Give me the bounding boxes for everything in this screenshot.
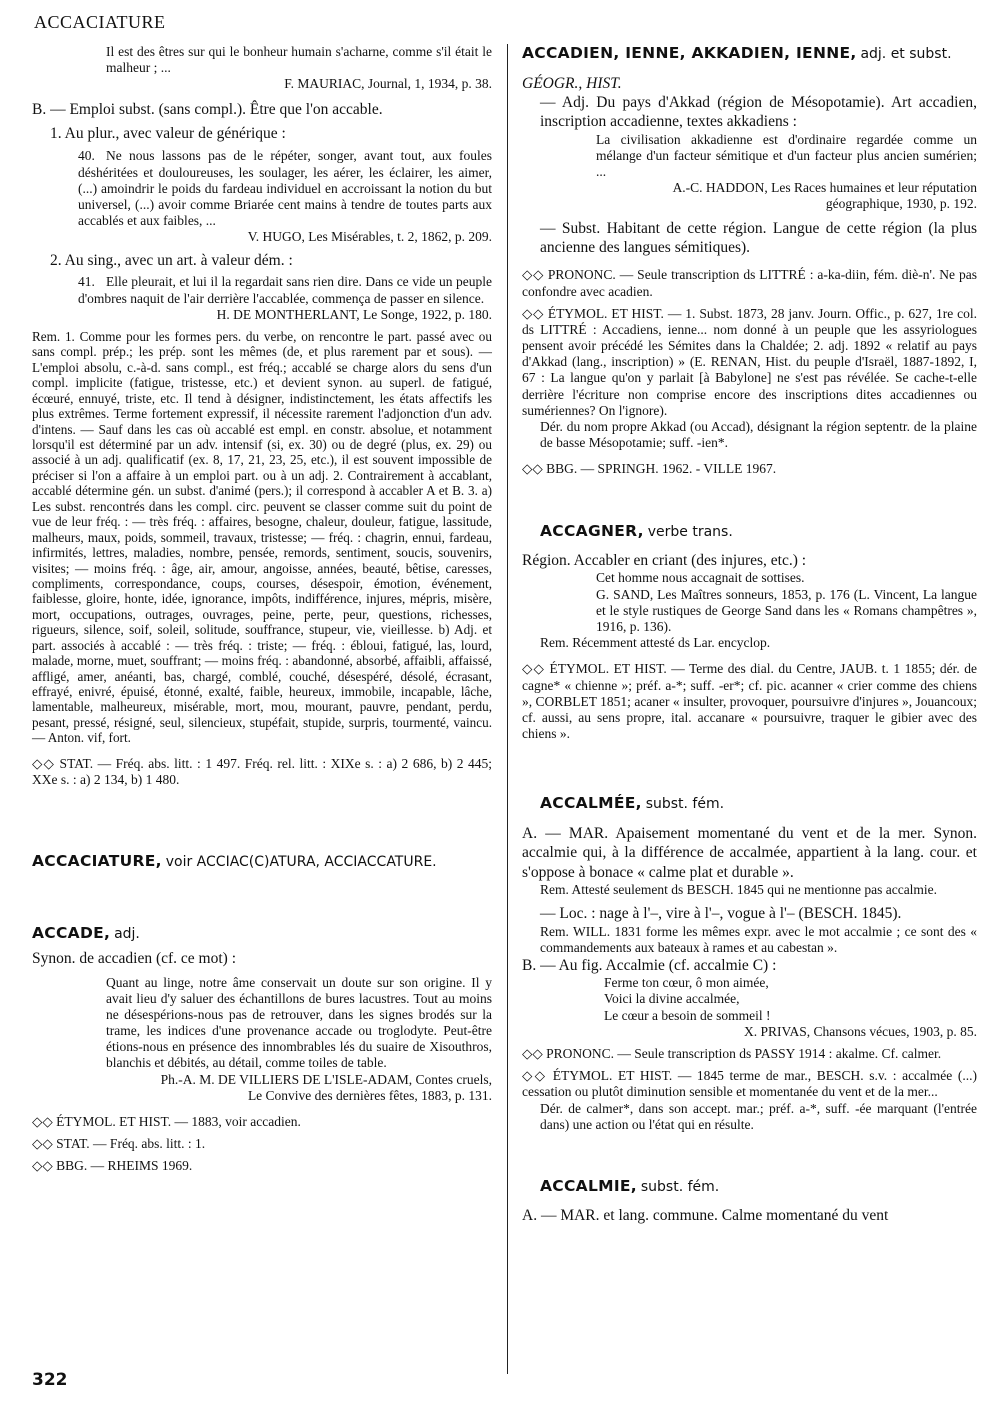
cross-reference[interactable]: voir ACCIAC(C)ATURA, ACCIACCATURE. [165, 854, 437, 871]
adj-definition: — Adj. Du pays d'Akkad (région de Mésopotamie). Art accadien, inscription accadienne, textes akkadiens : [540, 93, 977, 131]
quote-source-cont: Le Convive des dernières fêtes, 1883, p. 131. [247, 1087, 492, 1103]
quote-source: G. SAND, Les Maîtres sonneurs, 1853, p. 176 (L. Vincent, La langue et le style rustiques de George Sand dans les « Romans champêtres », 1916, p. 136). [596, 586, 977, 634]
example-text: Elle pleurait, et lui il la regardait sans rien dire. Dans ce vide un peuple d'ombres naquit de l'air derrière l'accablée, commença de passer en silence. [78, 274, 492, 306]
headword: ACCACIATURE, [32, 852, 162, 871]
example-number: 40. [78, 148, 95, 164]
quote-text: Il est des êtres sur qui le bonheur humain s'acharne, comme s'il était le malheur ; ... [106, 44, 492, 76]
quote-text: Quant au linge, notre âme conservait un doute sur son origine. Il y avait lieu d'y saluer des échantillons de bures lacustres. Tout au moins ne désespérions-nous pas de retrouver, dans les signes brodés sur la trame, les indices d'une provenance accade ou troglodyte. Peut-être étions-nous en présence des innombrables lés du suaire de Xisouthros, blanchis et débités, au détail, comme toiles de table. [106, 974, 492, 1071]
locution: — Loc. : nage à l'–, vire à l'–, vogue à l'– (BESCH. 1845). [540, 905, 902, 923]
part-of-speech: verbe trans. [647, 523, 733, 540]
entry-accaciature [32, 852, 492, 872]
definition: Synon. de accadien (cf. ce mot) : [32, 950, 236, 968]
entry-accagner [522, 522, 977, 743]
entry-accade [32, 924, 492, 1175]
accalmee-poem [604, 975, 977, 1040]
running-head: ACCACIATURE [34, 12, 166, 32]
remark-2: Rem. WILL. 1831 forme les mêmes expr. avec le mot accalmie ; ce sont des « commandements aux bateaux à rames et au cabestan ». [540, 923, 977, 955]
stat-line: ◇◇ STAT. — Fréq. abs. litt. : 1. [32, 1136, 206, 1152]
part-of-speech: adj. [114, 925, 140, 942]
etym-line: ◇◇ ÉTYMOL. ET HIST. — 1. Subst. 1873, 28 janv. Journ. Offic., p. 627, 1re col. ds LITTRÉ : Accadiens, ienne... nom donné à un peuple que les assyriologues pensent avoir précédé les Sémites dans la Chaldée; 2. adj. 1892 « relatif au pays d'Akkad (lang., inscription) » (E. RENAN, Hist. du peuple d'Israël, 1887-1892, I, 67 : La langue qu'on y parlait [à Babylone] ne s'est pas révélée. Se cache-t-elle derrière l'écriture non comprise encore des inscriptions dites accadiennes ou sumériennes? On l'ignore). [522, 305, 977, 418]
headword: ACCAGNER, [540, 521, 644, 540]
left-column [32, 44, 492, 1175]
definition: Région. Accabler en criant (des injures, etc.) : [522, 552, 807, 570]
page-number: 322 [32, 1370, 68, 1390]
part-of-speech: subst. fém. [640, 1178, 720, 1195]
etym-line: ◇◇ ÉTYMOL. ET HIST. — 1845 terme de mar., BESCH. s.v. : accalmée (...) cessation ou plutôt diminution sensible et momentanée du vent et de la mer... [522, 1068, 977, 1100]
section-b: B. — Emploi subst. (sans compl.). Être que l'on accable. [32, 100, 383, 118]
domain-label: GÉOGR., HIST. [522, 74, 622, 92]
subsection-2: 2. Au sing., avec un art. à valeur dém. : [50, 251, 293, 269]
quote-source-cont: géographique, 1930, p. 192. [825, 196, 977, 212]
entry-accalmee [522, 794, 977, 1133]
poem-line: Le cœur a besoin de sommeil ! [604, 1007, 771, 1023]
entry-accadien [522, 44, 977, 478]
bbg-line: ◇◇ BBG. — SPRINGH. 1962. - VILLE 1967. [522, 461, 777, 477]
quote-text: La civilisation akkadienne est d'ordinaire regardée comme un mélange d'un facteur sémitique et d'un facteur plus ancien sumérien; ... [596, 131, 977, 179]
prononc-line: ◇◇ PRONONC. — Seule transcription ds LITTRÉ : a-ka-diin, fém. diè-n'. Ne pas confondre avec acadien. [522, 267, 977, 299]
part-of-speech: adj. et subst. [860, 46, 952, 62]
headword: ACCADE, [32, 923, 111, 942]
part-of-speech: subst. fém. [645, 796, 725, 813]
headword: ACCADIEN, IENNE, AKKADIEN, IENNE, [522, 44, 857, 62]
derivation-line: Dér. du nom propre Akkad (ou Accad), désignant la région septentr. de la plaine de basse Mésopotamie; suff. -ien*. [540, 419, 977, 451]
entry-accalmie [522, 1177, 977, 1226]
sense-a: A. — MAR. et lang. commune. Calme momentané du vent [522, 1207, 889, 1225]
accadien-quote [596, 132, 977, 213]
headword: ACCALMÉE, [540, 794, 642, 813]
quote-text: Cet homme nous accagnait de sottises. [596, 570, 805, 586]
example-number: 41. [78, 274, 95, 290]
accade-quote [106, 975, 492, 1105]
remarque-block: Rem. 1. Comme pour les formes pers. du verbe, on rencontre le part. passé avec ou sans compl. prép.; les prép. sont les mêmes (de, et plus rarement par et sous). — L'emploi absolu, c.-à-d. sans compl., est fréq.; accablé se charge alors du sens d'un compl. implicite (fatigue, tristesse, etc.) et devient synon. au superl. de fatigué, écœuré, ennuyé, triste, etc. Il tend à désigner, indistinctement, les états affectifs les plus extrêmes. Terme fortement expressif, il nécessite rarement l'adjonction d'un adv. d'intens. — Sauf dans les cas où accablé est empl. en constr. absolue, et notamment lorsqu'il est déterminé par un adv. intensif (si, ex. 30) ou de degré (plus, ex. 29) ou associé à un adj. qualificatif (ex. 8, 17, 21, 23, 25, etc.), il est souvent impossible de préciser si l'on a affaire à un emploi part. ou à un adj. 2. Contrairement à accablant, accablé détermine gén. un subst. d'animé (pers.); il correspond à accabler A et B. 3. a) Les subst. rencontrés dans les compl. circ. peuvent se classer comme suit du point de vue de leur fréq. : — très fréq. : affaires, besogne, chaleur, douleur, fatigue, lassitude, malheurs, maux, poids, sommeil, travaux, tristesse; — fréq. : chagrin, ennui, fardeau, infirmités, lettres, maladies, nombre, pensée, remords, sentiment, soucis, souvenirs, visites; — moins fréq. : âge, air, amour, angoisse, années, beauté, bêtise, caresses, compliments, correspondance, coups, courses, désespoir, émotion, événement, faiblesse, gloire, honte, idée, ignorance, impôts, indifférence, injures, mépris, misère, mort, occupations, outrages, ouvrages, peine, perte, peur, questions, richesses, rigueurs, silence, soif, soleil, solitude, souffrance, stupeur, vie, vieillesse. b) Adj. et part. associés à accablé : — très fréq. : triste; — fréq. : ébloui, fatigué, las, lourd, malade, morne, muet, souffrant; — moins fréq. : abandonné, absorbé, affaibli, affaissé, affligé, amer, anéanti, bas, chargé, comblé, couché, désespéré, désolé, écrasant, effrayé, enivré, épuisé, étonné, exalté, faible, heureux, immobile, incapable, lâche, lamentable, malheureux, misérable, mort, mou, mourant, pauvre, pendant, perdu, pesant, pressé, résigné, seul, silencieux, stupéfait, stupide, surpris, tourmenté, vaincu. — Anton. vif, fort. [32, 328, 492, 746]
right-column [522, 44, 977, 1226]
remark-line: Rem. Récemment attesté ds Lar. encyclop. [540, 635, 771, 651]
remark-1: Rem. Attesté seulement ds BESCH. 1845 qui ne mentionne pas accalmie. [540, 881, 938, 897]
example-text: Ne nous lassons pas de le répéter, songer, avant tout, aux foules déshéritées et douloureuses, les soulager, les aérer, les éclairer, les aimer, (...) amoindrir le poids du fardeau individuel en accroissant la notion du but universel, (...) avoir comme Briarée cent mains à tendre de toutes parts aux accablés et aux faibles, ... [78, 148, 492, 229]
quote-source: X. PRIVAS, Chansons vécues, 1903, p. 85. [743, 1023, 977, 1039]
accagner-quote [596, 570, 977, 635]
example-40 [78, 148, 492, 245]
quote-source: Ph.-A. M. DE VILLIERS DE L'ISLE-ADAM, Contes cruels, [160, 1071, 492, 1087]
headword: ACCALMIE, [540, 1176, 637, 1195]
example-source: H. DE MONTHERLANT, Le Songe, 1922, p. 180. [216, 306, 492, 322]
stat-line: ◇◇ STAT. — Fréq. abs. litt. : 1 497. Fréq. rel. litt. : XIXe s. : a) 2 686, b) 2 445; XXe s. : a) 2 134, b) 1 480. [32, 755, 492, 787]
poem-line: Voici la divine accalmée, [604, 991, 740, 1007]
sense-a: A. — MAR. Apaisement momentané du vent et de la mer. Synon. accalmie qui, à la différence de accalmée, appartient à la lang. cour. et s'oppose à bonace « calme plat et durable ». [522, 824, 977, 881]
bbg-line: ◇◇ BBG. — RHEIMS 1969. [32, 1158, 193, 1174]
subsection-1: 1. Au plur., avec valeur de générique : [50, 125, 286, 143]
quote-source: F. MAURIAC, Journal, 1, 1934, p. 38. [284, 76, 492, 92]
etym-line: ◇◇ ÉTYMOL. ET HIST. — 1883, voir accadien. [32, 1114, 301, 1130]
column-divider [507, 44, 508, 1374]
subst-definition: — Subst. Habitant de cette région. Langue de cette région (la plus ancienne des langues sémitiques). [540, 219, 977, 256]
example-source: V. HUGO, Les Misérables, t. 2, 1862, p. 209. [247, 229, 492, 245]
etym-line: ◇◇ ÉTYMOL. ET HIST. — Terme des dial. du Centre, JAUB. t. 1 1855; dér. de cagne* « chienne »; préf. a-*; suff. -er*; cf. pic. acanner « crier comme des chiens », CORBLET 1851; acaner « insulter, provoquer, poursuivre d'injures », Jouancoux; cf. aussi, au sens propre, ital. accanare « poursuivre, traquer le gibier avec des chiens ». [522, 661, 977, 742]
intro-quote [106, 44, 492, 93]
poem-line: Ferme ton cœur, ô mon aimée, [604, 975, 769, 991]
prononc-line: ◇◇ PRONONC. — Seule transcription ds PASSY 1914 : akalme. Cf. calmer. [522, 1046, 942, 1061]
quote-source: A.-C. HADDON, Les Races humaines et leur réputation [672, 180, 977, 196]
derivation-line: Dér. de calmer*, dans son accept. mar.; préf. a-*, suff. -ée marquant (l'entrée dans) une action ou l'état qui en résulte. [540, 1100, 977, 1132]
example-41 [78, 274, 492, 323]
sense-b: B. — Au fig. Accalmie (cf. accalmie C) : [522, 956, 777, 974]
